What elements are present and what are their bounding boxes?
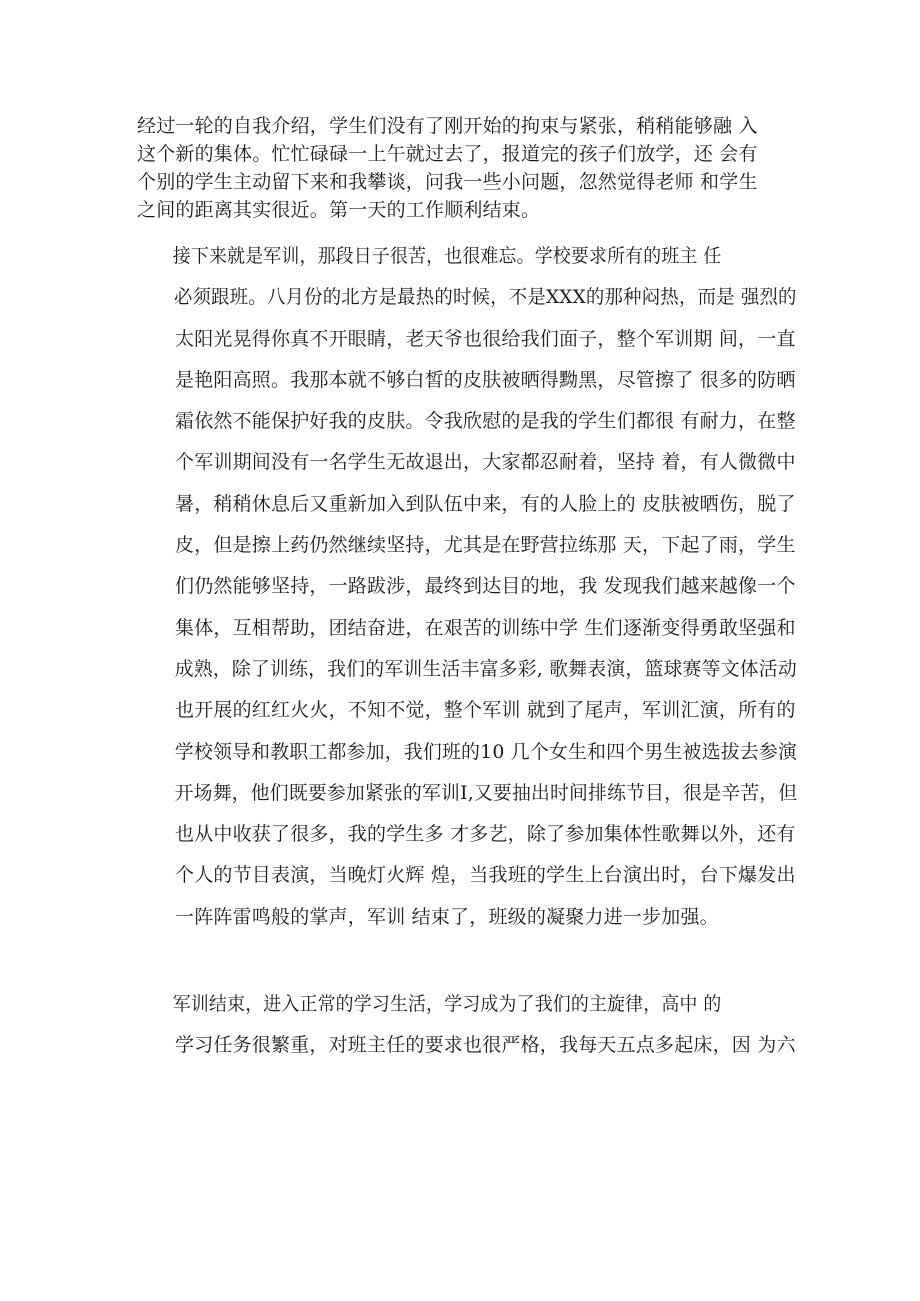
text-line: 学校领导和教职工都参加，我们班的10 几个女生和四个男生被选拔去参演 xyxy=(174,740,798,763)
text-line: 们仍然能够坚持，一路跋涉，最终到达目的地，我 发现我们越来越像一个 xyxy=(175,575,796,598)
paragraph-military-training xyxy=(137,236,797,938)
text-line: 个人的节目表演，当晚灯火辉 煌，当我班的学生上台演出时，台下爆发出 xyxy=(175,864,796,887)
text-line: 是艳阳高照。我那本就不够白皙的皮肤被晒得黝黑，尽管擦了 很多的防晒 xyxy=(175,368,796,391)
text-line: 也从中收获了很多，我的学生多 才多艺，除了参加集体性歌舞以外，还有 xyxy=(175,823,796,846)
paragraph-self-introduction xyxy=(137,112,797,224)
text-line: 必须跟班。八月份的北方是最热的时候，不是XXX的那种闷热，而是 强烈的 xyxy=(173,286,797,309)
text-line: 暑，稍稍休息后又重新加入到队伍中来，有的人脸上的 皮肤被晒伤，脱了 xyxy=(175,492,796,515)
text-line: 成熟，除了训练，我们的军训生活丰富多彩, 歌舞表演，篮球赛等文体活动 xyxy=(174,657,797,680)
text-line: 这个新的集体。忙忙碌碌一上午就过去了，报道完的孩子们放学，还 会有 xyxy=(137,143,758,165)
text-line: 军训结束，进入正常的学习生活，学习成为了我们的主旋律，高中 的 xyxy=(172,993,722,1015)
text-line: 皮，但是擦上药仍然继续坚持，尤其是在野营拉练那 天，下起了雨，学生 xyxy=(175,534,796,557)
text-line: 个别的学生主动留下来和我攀谈，问我一些小问题，忽然觉得老师 和学生 xyxy=(137,171,758,193)
text-line: 一阵阵雷鸣般的掌声，军训 结束了，班级的凝聚力进一步加强。 xyxy=(175,905,719,928)
text-line: 霜依然不能保护好我的皮肤。令我欣慰的是我的学生们都很 有耐力，在整 xyxy=(175,410,796,433)
text-line: 开场舞，他们既要参加紧张的军训I,又要抽出时间排练节目，很是辛苦，但 xyxy=(174,781,798,804)
text-line: 太阳光晃得你真不开眼睛，老天爷也很给我们面子，整个军训期 间，一直 xyxy=(175,327,796,350)
text-line: 之间的距离其实很近。第一天的工作顺利结束。 xyxy=(137,199,541,221)
text-line: 接下来就是军训，那段日子很苦，也很难忘。学校要求所有的班主 任 xyxy=(172,245,722,267)
text-line: 个军训期间没有一名学生无故退出，大家都忍耐着，坚持 着，有人微微中 xyxy=(175,451,796,474)
text-line: 也开展的红红火火，不知不觉，整个军训 就到了尾声，军训汇演，所有的 xyxy=(175,699,796,722)
text-line: 经过一轮的自我介绍，学生们没有了刚开始的拘束与紧张，稍稍能够融 入 xyxy=(137,115,758,137)
text-line: 集体，互相帮助，团结奋进，在艰苦的训练中学 生们逐渐变得勇敢坚强和 xyxy=(175,616,796,639)
paragraph-study-life xyxy=(137,984,797,1067)
text-line: 学习任务很繁重，对班主任的要求也很严格，我每天五点多起床，因 为六 xyxy=(175,1034,796,1057)
